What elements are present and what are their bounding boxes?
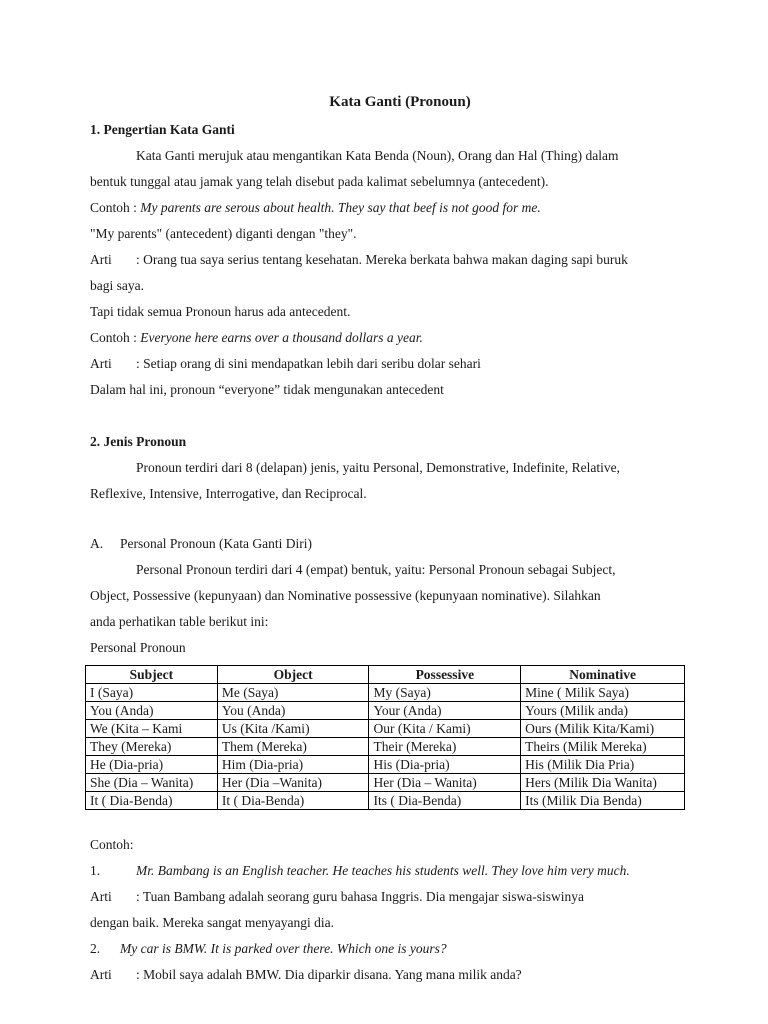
- paragraph-line: Dalam hal ini, pronoun “everyone” tidak mengunakan antecedent: [90, 382, 444, 397]
- translation-item-1: [90, 888, 584, 906]
- table-cell: My (Saya): [369, 684, 521, 702]
- contoh-label: Contoh:: [90, 837, 134, 852]
- table-cell: Its (Milik Dia Benda): [521, 792, 685, 810]
- translation-item-2: [90, 966, 522, 984]
- paragraph-line: Object, Possessive (kepunyaan) dan Nominative possessive (kepunyaan nominative). Silahkan: [90, 588, 601, 603]
- table-cell: You (Anda): [217, 702, 369, 720]
- table-cell: His (Dia-pria): [369, 756, 521, 774]
- subsection-title: Personal Pronoun (Kata Ganti Diri): [120, 536, 312, 551]
- arti-label: Arti: [90, 967, 112, 982]
- table-cell: Your (Anda): [369, 702, 521, 720]
- table-cell: She (Dia – Wanita): [86, 774, 218, 792]
- table-cell: It ( Dia-Benda): [86, 792, 218, 810]
- header-subject: Subject: [86, 666, 218, 684]
- table-cell: Theirs (Milik Mereka): [521, 738, 685, 756]
- translation-text: : Orang tua saya serius tentang kesehatan. Mereka berkata bahwa makan daging sapi buruk: [136, 252, 628, 267]
- subsection-letter: A.: [90, 536, 104, 551]
- arti-label: Arti: [90, 889, 112, 904]
- table-cell: Us (Kita /Kami): [217, 720, 369, 738]
- table-row: [86, 756, 685, 774]
- paragraph-line: dengan baik. Mereka sangat menyayangi dia.: [90, 915, 335, 930]
- table-cell: You (Anda): [86, 702, 218, 720]
- table-caption: Personal Pronoun: [90, 640, 186, 655]
- table-cell: Their (Mereka): [369, 738, 521, 756]
- translation-2: [90, 355, 481, 373]
- section-1-heading: 1. Pengertian Kata Ganti: [90, 122, 235, 137]
- table-cell: Ours (Milik Kita/Kami): [521, 720, 685, 738]
- example-text: Mr. Bambang is an English teacher. He teaches his students well. They love him very much.: [136, 863, 630, 878]
- translation-text: : Tuan Bambang adalah seorang guru bahasa Inggris. Dia mengajar siswa-siswinya: [136, 889, 585, 904]
- header-object: Object: [217, 666, 369, 684]
- table-cell: Mine ( Milik Saya): [521, 684, 685, 702]
- header-possessive: Possessive: [369, 666, 521, 684]
- example-text: My car is BMW. It is parked over there. Which one is yours?: [120, 941, 447, 956]
- translation-1: [90, 251, 628, 269]
- table-cell: Her (Dia –Wanita): [217, 774, 369, 792]
- table-row: [86, 792, 685, 810]
- table-cell: Hers (Milik Dia Wanita): [521, 774, 685, 792]
- table-cell: Yours (Milik anda): [521, 702, 685, 720]
- example-label: Contoh :: [90, 200, 137, 215]
- table-row: [86, 702, 685, 720]
- table-cell: Our (Kita / Kami): [369, 720, 521, 738]
- example-2: [90, 329, 423, 347]
- table-row: [86, 738, 685, 756]
- arti-label: Arti: [90, 252, 112, 267]
- section-2-heading: 2. Jenis Pronoun: [90, 434, 187, 449]
- table-cell: We (Kita – Kami: [86, 720, 218, 738]
- item-number: 2.: [90, 941, 101, 956]
- example-text: My parents are serous about health. They say that beef is not good for me.: [140, 200, 541, 215]
- table-cell: He (Dia-pria): [86, 756, 218, 774]
- table-cell: They (Mereka): [86, 738, 218, 756]
- paragraph-line: Tapi tidak semua Pronoun harus ada antecedent.: [90, 304, 351, 319]
- translation-text: : Setiap orang di sini mendapatkan lebih dari seribu dolar sehari: [136, 356, 481, 371]
- example-item-1: [90, 862, 630, 880]
- table-row: [86, 720, 685, 738]
- table-cell: I (Saya): [86, 684, 218, 702]
- table-row: [86, 774, 685, 792]
- paragraph-line: Pronoun terdiri dari 8 (delapan) jenis, yaitu Personal, Demonstrative, Indefinite, Relative,: [136, 460, 620, 475]
- example-label: Contoh :: [90, 330, 137, 345]
- paragraph-line: bagi saya.: [90, 278, 144, 293]
- example-item-2: [90, 940, 447, 958]
- paragraph-line: anda perhatikan table berikut ini:: [90, 614, 269, 629]
- table-row: [86, 684, 685, 702]
- table-cell: Him (Dia-pria): [217, 756, 369, 774]
- paragraph-line: Reflexive, Intensive, Interrogative, dan Reciprocal.: [90, 486, 367, 501]
- translation-text: : Mobil saya adalah BMW. Dia diparkir disana. Yang mana milik anda?: [136, 967, 522, 982]
- personal-pronoun-table: [85, 665, 685, 810]
- example-1: [90, 199, 541, 217]
- paragraph-line: Personal Pronoun terdiri dari 4 (empat) bentuk, yaitu: Personal Pronoun sebagai Subject,: [136, 562, 616, 577]
- item-number: 1.: [90, 863, 101, 878]
- table-cell: His (Milik Dia Pria): [521, 756, 685, 774]
- subsection-a-heading: [90, 535, 312, 553]
- table-cell: Me (Saya): [217, 684, 369, 702]
- table-cell: Them (Mereka): [217, 738, 369, 756]
- example-text: Everyone here earns over a thousand dollars a year.: [140, 330, 423, 345]
- table-cell: Its ( Dia-Benda): [369, 792, 521, 810]
- table-cell: It ( Dia-Benda): [217, 792, 369, 810]
- document-title: Kata Ganti (Pronoun): [329, 94, 471, 110]
- header-nominative: Nominative: [521, 666, 685, 684]
- example-note: "My parents" (antecedent) diganti dengan "they".: [90, 226, 357, 241]
- table-cell: Her (Dia – Wanita): [369, 774, 521, 792]
- paragraph-line: Kata Ganti merujuk atau mengantikan Kata Benda (Noun), Orang dan Hal (Thing) dalam: [136, 148, 619, 163]
- table-header-row: [86, 666, 685, 684]
- paragraph-line: bentuk tunggal atau jamak yang telah disebut pada kalimat sebelumnya (antecedent).: [90, 174, 549, 189]
- arti-label: Arti: [90, 356, 112, 371]
